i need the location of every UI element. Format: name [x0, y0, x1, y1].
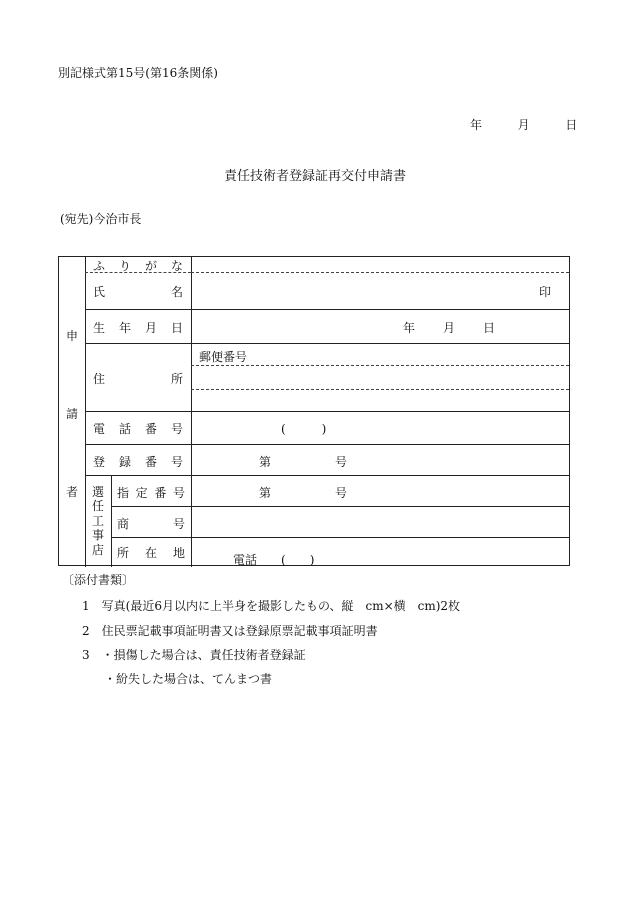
attachment-item: 1 写真(最近6月以内に上半身を撮影したもの、縦 cm×横 cm)2枚 [82, 599, 461, 613]
designation-number-value[interactable]: 第 号 [259, 486, 348, 500]
location-label: 所 在 地 [117, 546, 185, 560]
document-title: 責任技術者登録証再交付申請書 [223, 169, 406, 184]
date-line [470, 116, 577, 133]
designation-number-label: 指 定 番 号 [117, 486, 185, 500]
seal-mark: 印 [539, 285, 552, 299]
trade-name-label: 商 号 [117, 517, 185, 531]
applicant-vertical-label: 申 請 者 [65, 329, 78, 499]
registration-number-value[interactable]: 第 号 [259, 455, 348, 469]
name-field[interactable] [193, 275, 533, 307]
phone-label: 電 話 番 号 [93, 422, 183, 436]
contractor-vertical-label: 選 任 工 事 店 [91, 485, 104, 557]
phone-parens[interactable]: ( ) [281, 422, 327, 436]
attachment-item: 3 ・損傷した場合は、責任技術者登録証 [82, 648, 306, 662]
name-label: 氏 名 [93, 285, 183, 299]
birthdate-value[interactable]: 年 月 日 [403, 321, 496, 335]
application-table [58, 256, 570, 566]
attachment-item: 2 住民票記載事項証明書又は登録原票記載事項証明書 [82, 624, 378, 638]
form-number: 別記様式第15号(第16条関係) [58, 66, 218, 80]
attachment-item: ・紛失した場合は、てんまつ書 [104, 672, 273, 686]
addressee: (宛先)今治市長 [60, 212, 142, 226]
date-month: 月 [517, 118, 530, 132]
date-year: 年 [470, 118, 483, 132]
location-phone[interactable]: 電話 ( ) [233, 553, 315, 567]
birthdate-label: 生 年 月 日 [93, 321, 183, 335]
attachments-header: 〔添付書類〕 [62, 573, 135, 587]
date-day: 日 [565, 118, 578, 132]
postal-code-label: 郵便番号 [199, 350, 248, 364]
registration-number-label: 登 録 番 号 [93, 455, 183, 469]
address-field[interactable] [193, 367, 569, 409]
furigana-label: ふ り が な [93, 259, 183, 273]
address-label: 住 所 [93, 372, 183, 386]
furigana-field[interactable] [193, 258, 569, 271]
trade-name-field[interactable] [193, 508, 569, 536]
